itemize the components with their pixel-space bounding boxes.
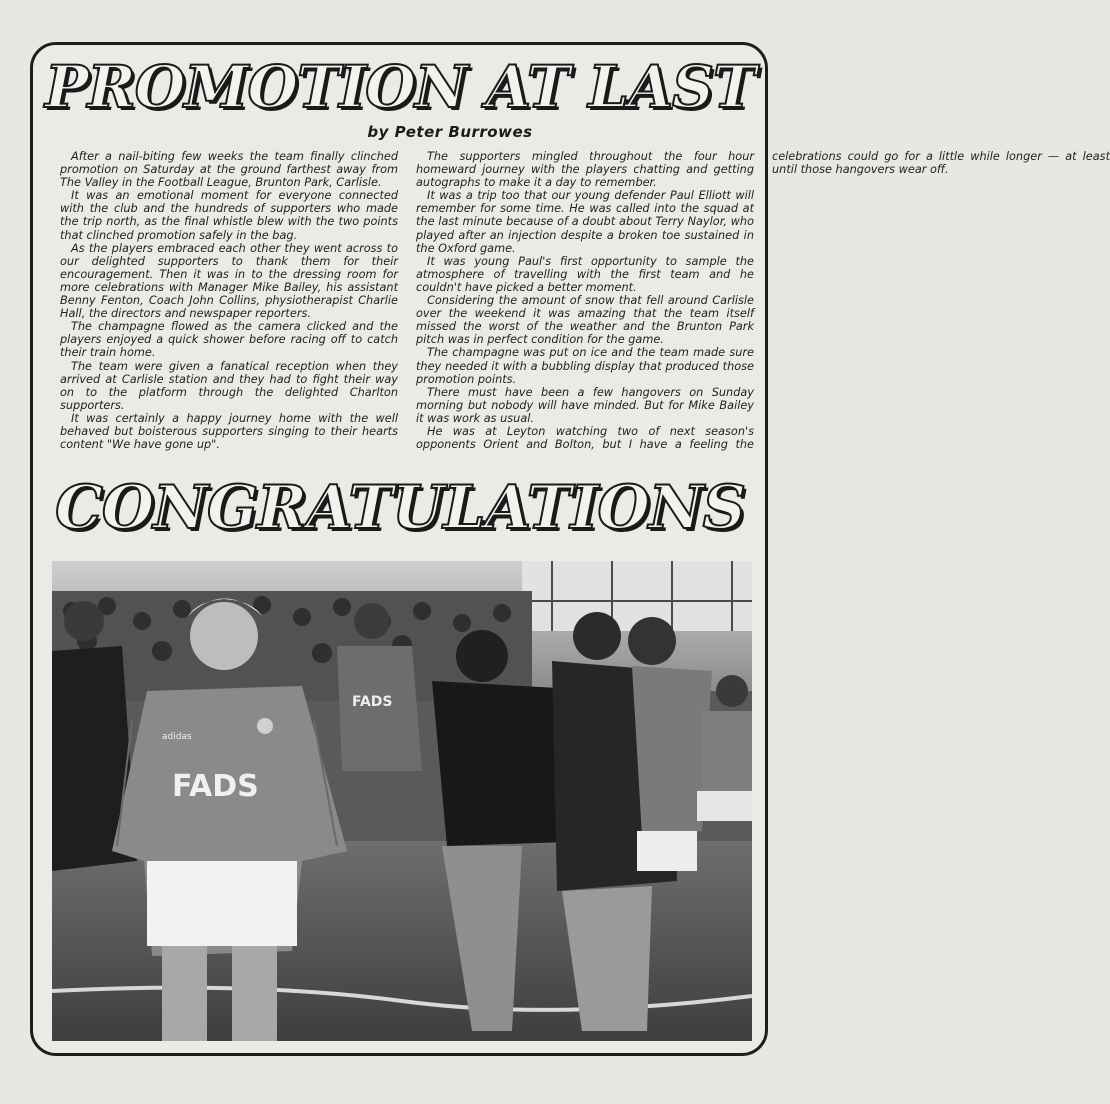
article-paragraph: It was certainly a happy journey home with the well behaved but boisterous supporters singing to their hearts content "We have gone up". bbox=[60, 411, 398, 452]
article-paragraph: He was at Leyton watching two of next season's opponents Orient and Bolton, but I have a feeling the celebrations could go for a little while longer — at least until those hangovers wear off. bbox=[416, 150, 1110, 452]
article-paragraph: As the players embraced each other they went across to our delighted supporters to thank them for their encouragement. Then it was in to the dressing room for more celebrations with Manager Mike Bailey, his assistant Benny Fenton, Coach John Collins, physiotherapist Charlie Hall, the directors and newspaper reporters. bbox=[60, 241, 398, 321]
article-paragraph: The champagne flowed as the camera clicked and the players enjoyed a quick shower before racing off to catch their train home. bbox=[60, 320, 398, 360]
byline: by Peter Burrowes bbox=[367, 123, 533, 141]
shirt-brand-text: adidas bbox=[162, 732, 192, 742]
article-paragraph: It was an emotional moment for everyone connected with the club and the hundreds of supporters who made the trip north, as the final whistle blew with the two points that clinched promotion safely in the bag. bbox=[60, 189, 398, 242]
article-paragraph: Considering the amount of snow that fell around Carlisle over the weekend it was amazing that the team itself missed the worst of the weather and the Brunton Park pitch was in perfect condition for the game. bbox=[416, 294, 754, 347]
headline: PROMOTION AT LAST bbox=[44, 53, 756, 121]
celebration-photo bbox=[52, 561, 752, 1041]
article-paragraph: It was a trip too that our young defender Paul Elliott will remember for some time. He was called into the squad at the last minute because of a doubt about Terry Naylor, who played after an injection despite a broken toe sustained in the Oxford game. bbox=[416, 189, 754, 255]
article-body bbox=[60, 150, 1110, 460]
article-paragraph: The supporters mingled throughout the four hour homeward journey with the players chatting and getting autographs to make it a day to remember. bbox=[416, 150, 754, 190]
shirt-sponsor-text: FADS bbox=[172, 769, 259, 804]
article-paragraph: After a nail-biting few weeks the team finally clinched promotion on Saturday at the ground farthest away from The Valley in the Football League, Brunton Park, Carlisle. bbox=[60, 150, 398, 190]
svg-text:FADS: FADS bbox=[352, 694, 393, 710]
article-paragraph: There must have been a few hangovers on Sunday morning but nobody will have minded. But for Mike Bailey it was work as usual. bbox=[416, 385, 754, 425]
article-paragraph: It was young Paul's first opportunity to sample the atmosphere of travelling with the first team and he couldn't have picked a better moment. bbox=[416, 254, 754, 294]
article-paragraph: The team were given a fanatical reception when they arrived at Carlisle station and they had to fight their way on to the platform through the delighted Charlton supporters. bbox=[60, 359, 398, 412]
congratulations-heading: CONGRATULATIONS bbox=[55, 473, 745, 543]
article-paragraph: The champagne was put on ice and the team made sure they needed it with a bubbling display that produced those promotion points. bbox=[416, 346, 754, 386]
